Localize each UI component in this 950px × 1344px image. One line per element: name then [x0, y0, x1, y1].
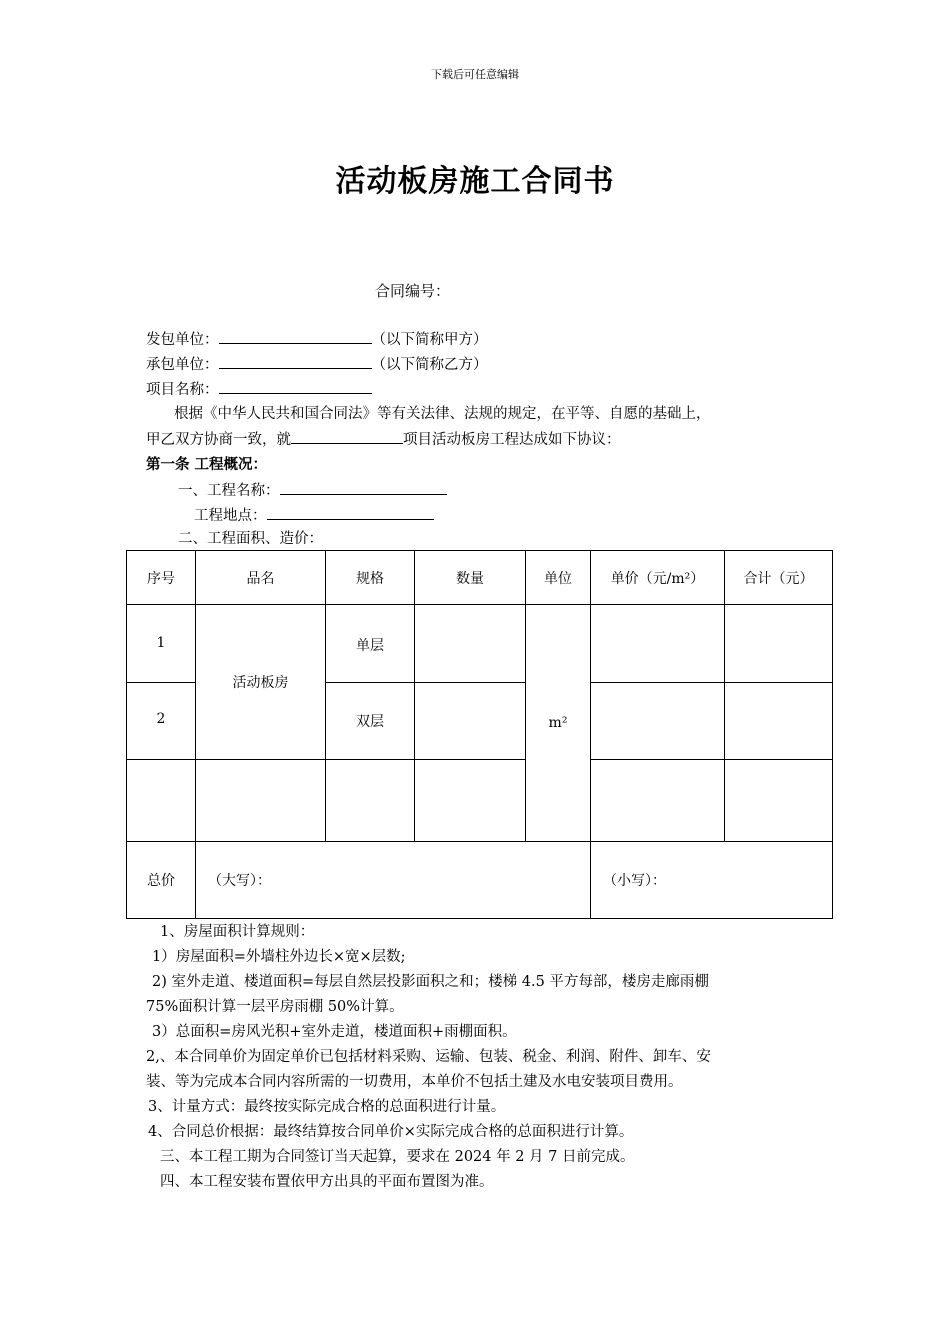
contract-number-label: 合同编号： [375, 282, 451, 300]
total-label: 总价 [127, 842, 196, 919]
unit-price-cell[interactable] [591, 605, 725, 683]
rule-line: 装、等为完成本合同内容所需的一切费用，本单价不包括土建及水电安装项目费用。 [146, 1074, 683, 1090]
rule-line: 3）总面积=房风光积+室外走道，楼道面积+雨棚面积。 [152, 1024, 517, 1040]
header-cell: 单价（元/m²） [591, 551, 725, 605]
preamble-line-2 [146, 429, 621, 450]
header-cell: 合计（元） [725, 551, 833, 605]
article-1-heading: 第一条 工程概况： [146, 456, 268, 473]
table-header-row [127, 551, 833, 605]
layout-clause: 四、本工程安装布置依甲方出具的平面布置图为准。 [160, 1174, 494, 1190]
rule-line: 1、房屋面积计算规则： [160, 924, 315, 940]
unit-price-cell[interactable] [591, 760, 725, 842]
party-a-line [146, 329, 488, 350]
spec-cell [326, 760, 415, 842]
rule-line: 4、合同总价根据：最终结算按合同单价×实际完成合格的总面积进行计算。 [148, 1124, 634, 1140]
party-b-blank[interactable] [219, 354, 372, 369]
subtotal-cell[interactable] [725, 760, 833, 842]
total-row [127, 842, 833, 919]
header-cell: 序号 [127, 551, 196, 605]
row-number: 2 [127, 683, 196, 760]
party-a-blank[interactable] [219, 329, 372, 344]
header-cell: 品名 [196, 551, 326, 605]
product-name-cell [196, 760, 326, 842]
total-lower-cell[interactable]: （小写）： [591, 842, 833, 919]
product-name-cell: 活动板房 [196, 605, 326, 760]
quantity-cell[interactable] [415, 605, 526, 683]
project-name-label: 项目名称： [146, 382, 219, 398]
rule-line: 2) 室外走道、楼道面积=每层自然层投影面积之和；楼梯 4.5 平方每部，楼房走廊雨棚 [152, 974, 709, 990]
table-row [127, 760, 833, 842]
row-number: 1 [127, 605, 196, 683]
project-site-blank[interactable] [267, 505, 434, 520]
party-a-note: （以下简称甲方） [371, 332, 488, 348]
rule-line: 3、计量方式：最终按实际完成合格的总面积进行计量。 [148, 1099, 506, 1115]
quantity-cell[interactable] [415, 760, 526, 842]
subtotal-cell[interactable] [725, 683, 833, 760]
project-site-label: 工程地点： [194, 508, 267, 524]
party-b-line [146, 354, 488, 375]
spec-cell: 双层 [326, 683, 415, 760]
project-blank[interactable] [291, 429, 403, 444]
project-name-item [178, 480, 447, 501]
rule-line: 75%面积计算一层平房雨棚 50%计算。 [146, 999, 404, 1015]
rule-line: 2,、本合同单价为固定单价已包括材料采购、运输、包装、税金、利润、附件、卸车、安 [146, 1049, 711, 1065]
header-cell: 规格 [326, 551, 415, 605]
schedule-clause: 三、本工程工期为合同签订当天起算，要求在 2024 年 2 月 7 日前完成。 [160, 1149, 635, 1165]
unit-cell: m² [526, 605, 591, 842]
preamble-line-1: 根据《中华人民共和国合同法》等有关法律、法规的规定，在平等、自愿的基础上， [174, 406, 711, 422]
preamble-text-b: 项目活动板房工程达成如下协议： [403, 432, 621, 448]
project-name-line [146, 379, 372, 400]
price-table [126, 550, 833, 919]
table-row [127, 605, 833, 683]
document-title: 活动板房施工合同书 [335, 164, 615, 199]
party-b-label: 承包单位： [146, 357, 219, 373]
project-name-item-blank[interactable] [280, 480, 447, 495]
header-cell: 单位 [526, 551, 591, 605]
party-a-label: 发包单位： [146, 332, 219, 348]
total-upper-cell[interactable]: （大写）： [196, 842, 591, 919]
project-name-item-label: 一、工程名称： [178, 483, 280, 499]
unit-price-cell[interactable] [591, 683, 725, 760]
row-number [127, 760, 196, 842]
project-site-item [194, 505, 434, 526]
subtotal-cell[interactable] [725, 605, 833, 683]
header-note: 下载后可任意编辑 [431, 68, 519, 81]
area-price-heading: 二、工程面积、造价： [178, 531, 323, 547]
header-cell: 数量 [415, 551, 526, 605]
rule-line: 1）房屋面积=外墙柱外边长×宽×层数; [152, 949, 406, 965]
spec-cell: 单层 [326, 605, 415, 683]
preamble-text-a: 甲乙双方协商一致，就 [146, 432, 291, 448]
quantity-cell[interactable] [415, 683, 526, 760]
party-b-note: （以下简称乙方） [371, 357, 488, 373]
project-name-blank[interactable] [219, 379, 372, 394]
